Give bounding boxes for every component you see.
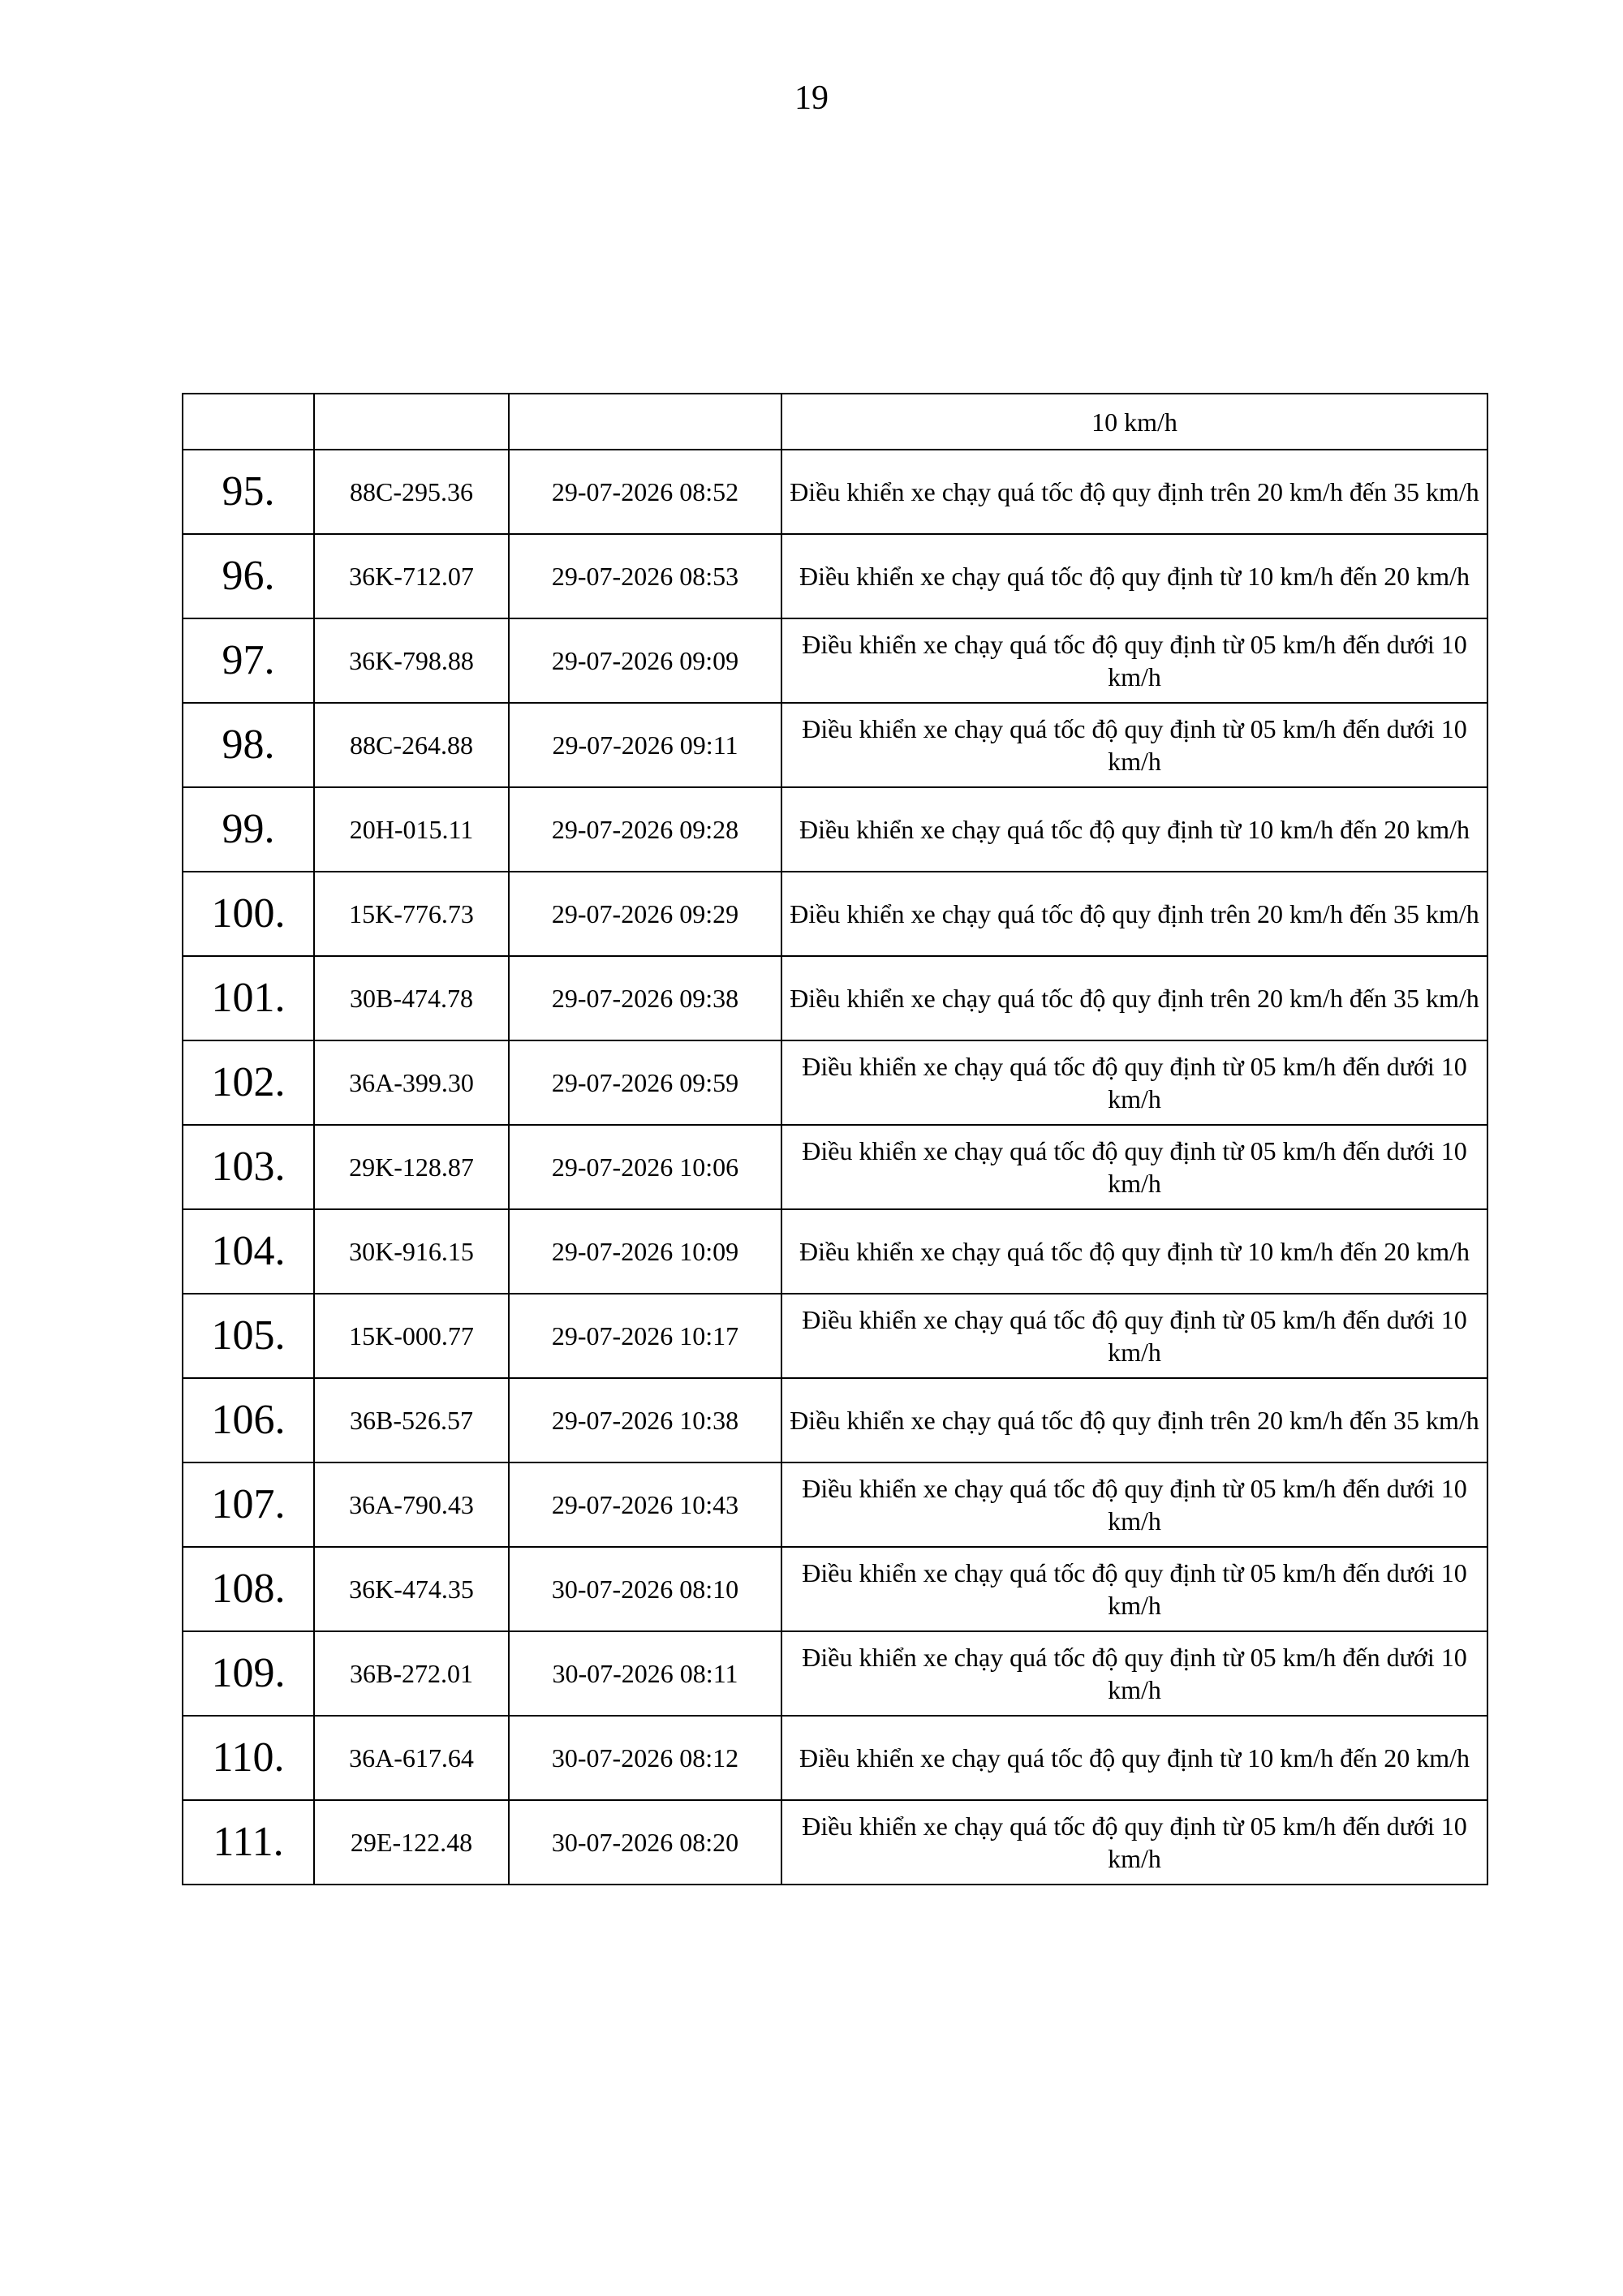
violation-description-cell: Điều khiển xe chạy quá tốc độ quy định trên 20 km/h đến 35 km/h <box>781 450 1487 534</box>
violation-description-cell: Điều khiển xe chạy quá tốc độ quy định từ 05 km/h đến dưới 10 km/h <box>781 1294 1487 1378</box>
violation-description-cell: Điều khiển xe chạy quá tốc độ quy định trên 20 km/h đến 35 km/h <box>781 872 1487 956</box>
table-row <box>183 703 1487 787</box>
violation-time-cell: 29-07-2026 09:09 <box>509 618 781 703</box>
continuation-description-cell: 10 km/h <box>781 394 1487 450</box>
table-row <box>183 787 1487 872</box>
violation-time-cell: 29-07-2026 10:17 <box>509 1294 781 1378</box>
license-plate-cell: 36A-617.64 <box>314 1716 509 1800</box>
violation-description-cell: Điều khiển xe chạy quá tốc độ quy định từ 10 km/h đến 20 km/h <box>781 1716 1487 1800</box>
violations-table-body <box>183 394 1487 1885</box>
row-number-cell: 102. <box>183 1040 314 1125</box>
violation-time-cell: 29-07-2026 09:11 <box>509 703 781 787</box>
row-number-cell: 100. <box>183 872 314 956</box>
violation-time-cell: 29-07-2026 10:06 <box>509 1125 781 1209</box>
continuation-time-cell <box>509 394 781 450</box>
table-row <box>183 1040 1487 1125</box>
row-number-cell: 101. <box>183 956 314 1040</box>
violation-description-cell: Điều khiển xe chạy quá tốc độ quy định từ 05 km/h đến dưới 10 km/h <box>781 1462 1487 1547</box>
row-number-cell: 95. <box>183 450 314 534</box>
violation-description-cell: Điều khiển xe chạy quá tốc độ quy định trên 20 km/h đến 35 km/h <box>781 956 1487 1040</box>
license-plate-cell: 30K-916.15 <box>314 1209 509 1294</box>
violation-time-cell: 29-07-2026 08:52 <box>509 450 781 534</box>
violation-description-cell: Điều khiển xe chạy quá tốc độ quy định trên 20 km/h đến 35 km/h <box>781 1378 1487 1462</box>
table-row <box>183 534 1487 618</box>
violation-description-cell: Điều khiển xe chạy quá tốc độ quy định từ 05 km/h đến dưới 10 km/h <box>781 1800 1487 1885</box>
table-row <box>183 1547 1487 1631</box>
license-plate-cell: 88C-264.88 <box>314 703 509 787</box>
license-plate-cell: 15K-000.77 <box>314 1294 509 1378</box>
violation-time-cell: 29-07-2026 10:38 <box>509 1378 781 1462</box>
violation-description-cell: Điều khiển xe chạy quá tốc độ quy định từ 05 km/h đến dưới 10 km/h <box>781 703 1487 787</box>
table-row <box>183 618 1487 703</box>
violation-time-cell: 29-07-2026 09:59 <box>509 1040 781 1125</box>
violation-time-cell: 29-07-2026 09:38 <box>509 956 781 1040</box>
violation-time-cell: 29-07-2026 09:28 <box>509 787 781 872</box>
row-number-cell: 105. <box>183 1294 314 1378</box>
continuation-no-cell <box>183 394 314 450</box>
violation-description-cell: Điều khiển xe chạy quá tốc độ quy định từ 05 km/h đến dưới 10 km/h <box>781 1125 1487 1209</box>
violation-time-cell: 29-07-2026 10:43 <box>509 1462 781 1547</box>
continuation-row <box>183 394 1487 450</box>
violation-description-cell: Điều khiển xe chạy quá tốc độ quy định từ 05 km/h đến dưới 10 km/h <box>781 1631 1487 1716</box>
license-plate-cell: 36A-790.43 <box>314 1462 509 1547</box>
violation-description-cell: Điều khiển xe chạy quá tốc độ quy định từ 05 km/h đến dưới 10 km/h <box>781 1547 1487 1631</box>
license-plate-cell: 30B-474.78 <box>314 956 509 1040</box>
violation-time-cell: 30-07-2026 08:11 <box>509 1631 781 1716</box>
row-number-cell: 111. <box>183 1800 314 1885</box>
license-plate-cell: 88C-295.36 <box>314 450 509 534</box>
license-plate-cell: 36A-399.30 <box>314 1040 509 1125</box>
table-row <box>183 1294 1487 1378</box>
violation-description-cell: Điều khiển xe chạy quá tốc độ quy định từ 10 km/h đến 20 km/h <box>781 534 1487 618</box>
violations-table <box>182 393 1488 1885</box>
violation-description-cell: Điều khiển xe chạy quá tốc độ quy định từ 05 km/h đến dưới 10 km/h <box>781 618 1487 703</box>
row-number-cell: 98. <box>183 703 314 787</box>
license-plate-cell: 36K-712.07 <box>314 534 509 618</box>
license-plate-cell: 29K-128.87 <box>314 1125 509 1209</box>
row-number-cell: 99. <box>183 787 314 872</box>
row-number-cell: 108. <box>183 1547 314 1631</box>
table-row <box>183 1716 1487 1800</box>
table-row <box>183 1378 1487 1462</box>
table-row <box>183 956 1487 1040</box>
row-number-cell: 97. <box>183 618 314 703</box>
table-row <box>183 1800 1487 1885</box>
page-number: 19 <box>794 80 829 117</box>
table-row <box>183 1209 1487 1294</box>
license-plate-cell: 20H-015.11 <box>314 787 509 872</box>
license-plate-cell: 36K-474.35 <box>314 1547 509 1631</box>
license-plate-cell: 36K-798.88 <box>314 618 509 703</box>
continuation-plate-cell <box>314 394 509 450</box>
license-plate-cell: 29E-122.48 <box>314 1800 509 1885</box>
violation-description-cell: Điều khiển xe chạy quá tốc độ quy định từ 10 km/h đến 20 km/h <box>781 787 1487 872</box>
license-plate-cell: 36B-526.57 <box>314 1378 509 1462</box>
violation-description-cell: Điều khiển xe chạy quá tốc độ quy định từ 10 km/h đến 20 km/h <box>781 1209 1487 1294</box>
table-row <box>183 450 1487 534</box>
violation-time-cell: 30-07-2026 08:20 <box>509 1800 781 1885</box>
license-plate-cell: 36B-272.01 <box>314 1631 509 1716</box>
violation-time-cell: 30-07-2026 08:10 <box>509 1547 781 1631</box>
violation-time-cell: 29-07-2026 09:29 <box>509 872 781 956</box>
table-row <box>183 1462 1487 1547</box>
violation-time-cell: 30-07-2026 08:12 <box>509 1716 781 1800</box>
row-number-cell: 109. <box>183 1631 314 1716</box>
row-number-cell: 96. <box>183 534 314 618</box>
violation-description-cell: Điều khiển xe chạy quá tốc độ quy định từ 05 km/h đến dưới 10 km/h <box>781 1040 1487 1125</box>
row-number-cell: 104. <box>183 1209 314 1294</box>
table-row <box>183 1631 1487 1716</box>
table-row <box>183 1125 1487 1209</box>
violation-time-cell: 29-07-2026 08:53 <box>509 534 781 618</box>
row-number-cell: 103. <box>183 1125 314 1209</box>
row-number-cell: 110. <box>183 1716 314 1800</box>
license-plate-cell: 15K-776.73 <box>314 872 509 956</box>
table-row <box>183 872 1487 956</box>
violation-time-cell: 29-07-2026 10:09 <box>509 1209 781 1294</box>
row-number-cell: 106. <box>183 1378 314 1462</box>
row-number-cell: 107. <box>183 1462 314 1547</box>
